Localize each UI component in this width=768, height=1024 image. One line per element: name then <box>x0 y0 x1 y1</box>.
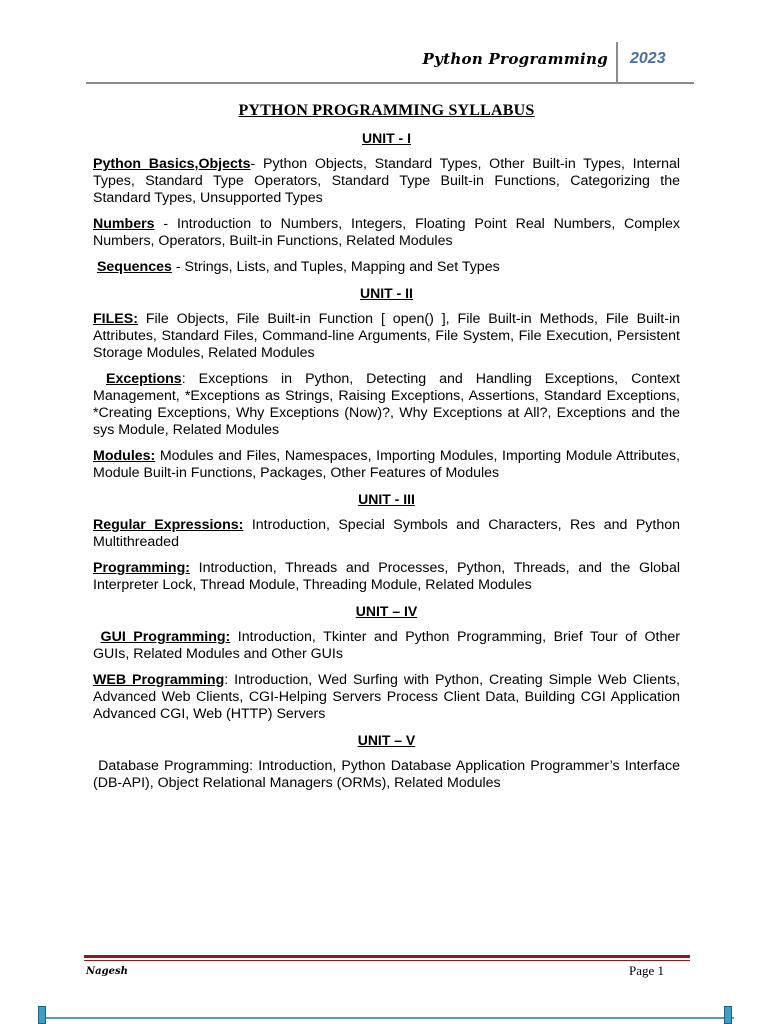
page-border-bottom <box>38 1017 734 1019</box>
topic-text: Introduction, Threads and Processes, Python, Threads, and the Global Interpreter Lock, Thread Module, Threading Module, Related Modules <box>93 560 680 593</box>
topic-text: - Python Objects, Standard Types, Other Built-in Types, Internal Types, Standard Type Operators, Standard Type Built-in Functions, Categorizing the Standard Types, Unsupported Types <box>93 156 681 206</box>
topic-web-programming <box>93 672 680 723</box>
unit-1-heading: UNIT - I <box>362 130 411 146</box>
topic-programming <box>93 560 680 594</box>
header-divider <box>616 42 618 82</box>
footer-rule-thin <box>84 960 690 961</box>
topic-text: : Exceptions in Python, Detecting and Handling Exceptions, Context Management, *Exceptions as Strings, Raising Exceptions, Assertions, Standard Exceptions, *Creating Exceptions, Why Exceptions (Now)?, Why Exceptions at All?, Exceptions and the sys Module, Related Modules <box>93 371 680 438</box>
topic-python-basics <box>93 156 680 207</box>
topic-label: Exceptions <box>106 371 182 387</box>
topic-label: Python Basics,Objects <box>93 156 251 172</box>
topic-text: Introduction, Special Symbols and Characters, Res and Python Multithreaded <box>93 517 680 550</box>
topic-text: : Introduction, Wed Surfing with Python, Creating Simple Web Clients, Advanced Web Clients, CGI-Helping Servers Process Client Data, Building CGI Application Advanced CGI, Web (HTTP) Servers <box>93 672 681 722</box>
topic-text: Introduction, Tkinter and Python Programming, Brief Tour of Other GUIs, Related Modules and Other GUIs <box>93 629 681 662</box>
topic-text: - Strings, Lists, and Tuples, Mapping and Set Types <box>171 259 500 275</box>
topic-sequences <box>93 259 680 276</box>
header-title: Python Programming <box>422 50 608 68</box>
topic-label: Sequences <box>96 259 172 275</box>
topic-text: File Objects, File Built-in Function [ open() ], File Built-in Methods, File Built-in Attributes, Standard Files, Command-line Arguments, File System, File Execution, Persistent Storage Modules, Related Modules <box>93 311 680 361</box>
header-year: 2023 <box>630 50 666 67</box>
topic-label: Regular Expressions: <box>93 517 244 533</box>
page-header <box>86 42 694 84</box>
border-corner-right <box>724 1006 732 1024</box>
topic-gui-programming <box>93 629 680 663</box>
topic-label: GUI Programming: <box>100 629 231 645</box>
unit-2-heading: UNIT - II <box>360 285 413 301</box>
topic-numbers <box>93 216 680 250</box>
footer-rule <box>84 955 690 958</box>
unit-3-heading: UNIT - III <box>358 491 415 507</box>
topic-regular-expressions <box>93 517 680 551</box>
topic-label: Numbers <box>93 216 155 232</box>
page-number: Page 1 <box>628 963 664 978</box>
unit-5-heading: UNIT – V <box>357 732 416 748</box>
topic-files <box>93 311 680 362</box>
border-corner-left <box>38 1006 46 1024</box>
syllabus-content <box>93 100 680 801</box>
topic-exceptions <box>93 371 680 439</box>
topic-label: Modules: <box>93 448 156 464</box>
topic-text: - Introduction to Numbers, Integers, Floating Point Real Numbers, Complex Numbers, Operators, Built-in Functions, Related Modules <box>93 216 680 249</box>
topic-label: WEB Programming <box>93 672 225 688</box>
topic-label: Programming: <box>93 560 190 576</box>
footer-author: Nagesh <box>86 966 128 977</box>
topic-label: FILES: <box>93 311 138 327</box>
unit-4-heading: UNIT – IV <box>355 603 418 619</box>
document-title: PYTHON PROGRAMMING SYLLABUS <box>238 102 535 119</box>
topic-modules <box>93 448 680 482</box>
topic-text: Modules and Files, Namespaces, Importing Modules, Importing Module Attributes, Module Built-in Functions, Packages, Other Features of Modules <box>93 448 680 481</box>
topic-text: Database Programming: Introduction, Python Database Application Programmer’s Interface (DB-API), Object Relational Managers (ORMs), Related Modules <box>93 758 680 791</box>
topic-database-programming <box>93 758 680 792</box>
